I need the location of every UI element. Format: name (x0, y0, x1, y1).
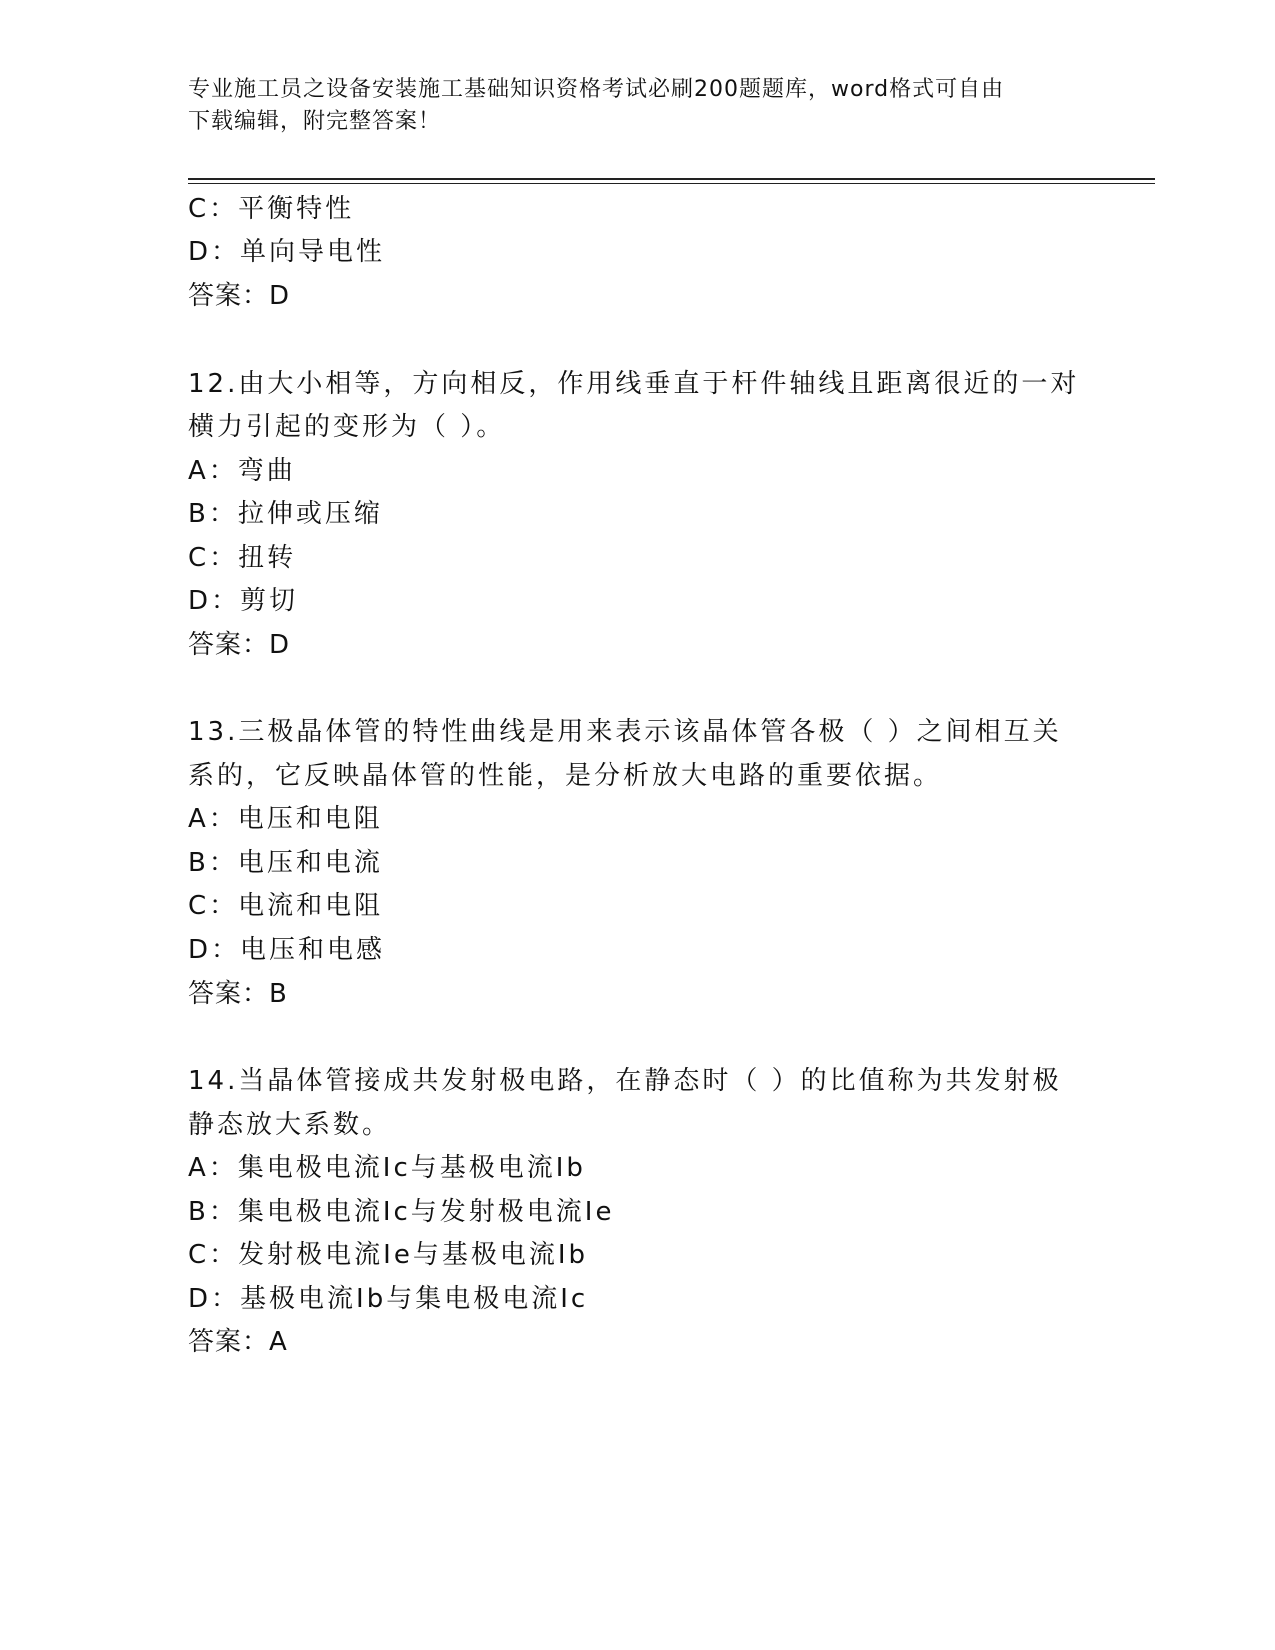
header-line-1: 专业施工员之设备安装施工基础知识资格考试必刷200题题库，word格式可自由 (188, 77, 1005, 102)
q11-option-d: D：单向导电性 (188, 237, 386, 267)
q12-option-b: B：拉伸或压缩 (188, 499, 383, 529)
q13-option-d: D：电压和电感 (188, 935, 386, 965)
q13-option-c: C：电流和电阻 (188, 891, 384, 921)
header-rule-thin (188, 183, 1155, 184)
q14-answer: 答案：A (188, 1327, 288, 1357)
q12-stem-line-2: 横力引起的变形为（ ）。 (188, 412, 506, 442)
q14-stem-line-1: 14.当晶体管接成共发射极电路，在静态时（ ）的比值称为共发射极 (188, 1066, 1062, 1096)
q11-answer: 答案：D (188, 281, 291, 311)
q14-stem-line-2: 静态放大系数。 (188, 1110, 392, 1140)
q14-option-b: B：集电极电流Ic与发射极电流Ie (188, 1197, 615, 1227)
q12-option-a: A：弯曲 (188, 456, 296, 486)
page-header (188, 74, 1068, 138)
q12-stem-line-1: 12.由大小相等，方向相反，作用线垂直于杆件轴线且距离很近的一对 (188, 369, 1080, 399)
q12-answer: 答案：D (188, 630, 291, 660)
q12-option-d: D：剪切 (188, 586, 299, 616)
q14-option-d: D：基极电流Ib与集电极电流Ic (188, 1284, 589, 1314)
q13-option-a: A：电压和电阻 (188, 804, 383, 834)
q14-option-a: A：集电极电流Ic与基极电流Ib (188, 1153, 586, 1183)
q14-option-c: C：发射极电流Ie与基极电流Ib (188, 1240, 588, 1270)
q13-option-b: B：电压和电流 (188, 848, 383, 878)
header-line-2: 下载编辑，附完整答案！ (188, 109, 442, 134)
q13-stem-line-1: 13.三极晶体管的特性曲线是用来表示该晶体管各极（ ）之间相互关 (188, 717, 1062, 747)
q11-option-c: C：平衡特性 (188, 194, 355, 224)
q12-option-c: C：扭转 (188, 543, 297, 573)
q13-stem-line-2: 系的，它反映晶体管的性能，是分析放大电路的重要依据。 (188, 761, 943, 791)
q13-answer: 答案：B (188, 979, 288, 1009)
header-rule-thick (188, 178, 1155, 180)
